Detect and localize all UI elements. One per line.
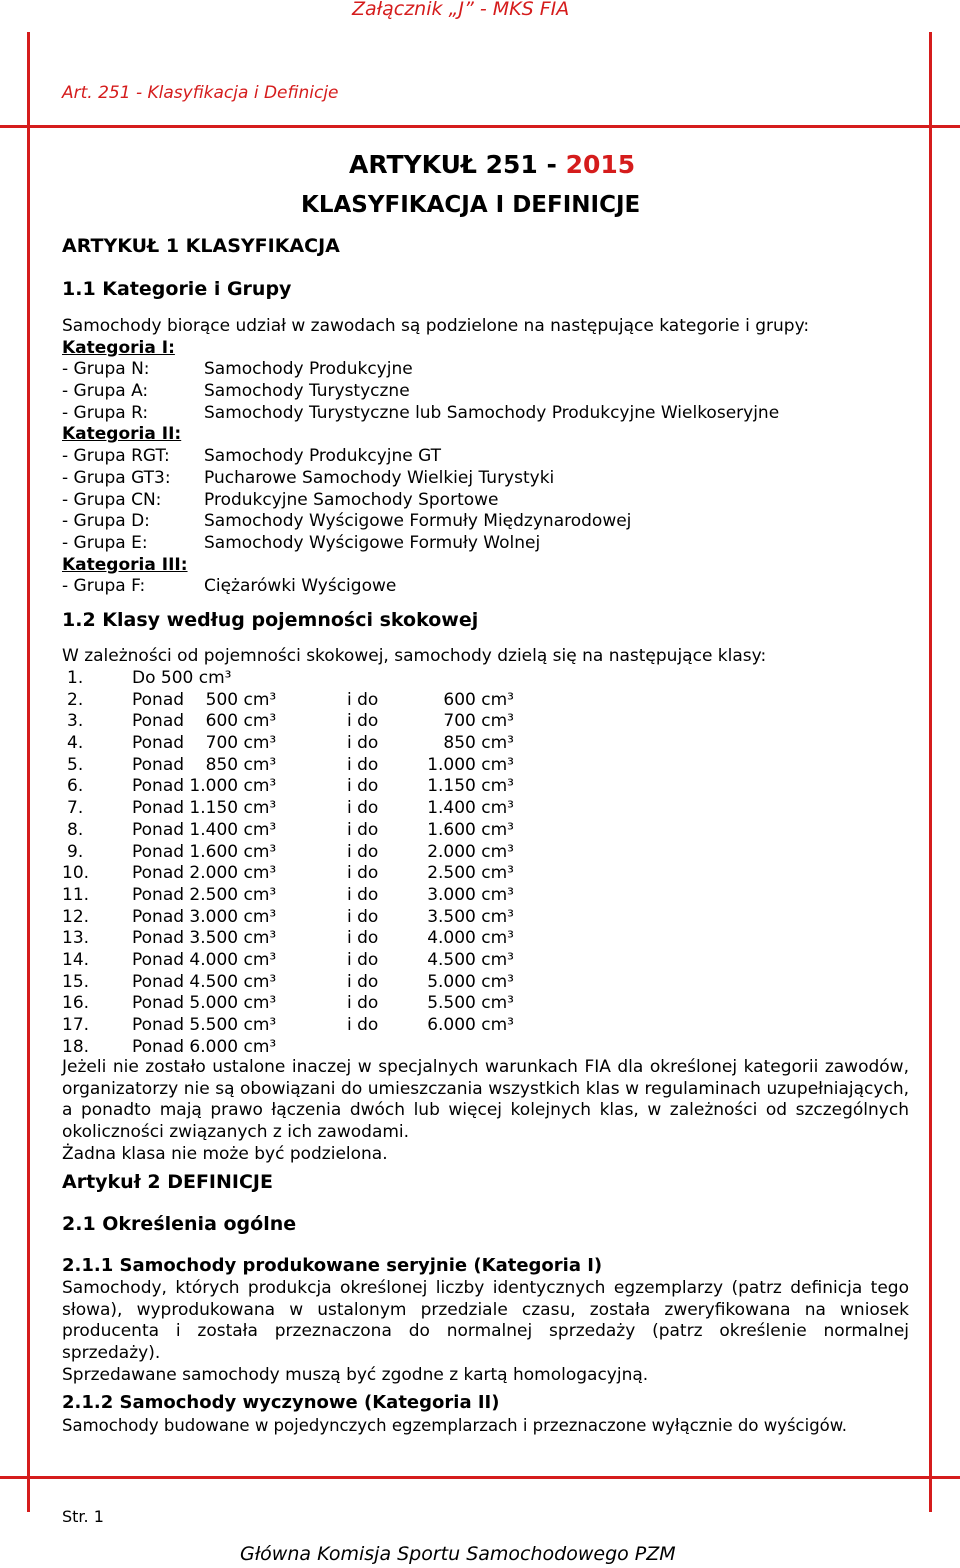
group-description: Samochody Wyścigowe Formuły Międzynarodowej: [204, 511, 632, 532]
class-row: [62, 993, 562, 1015]
class-connector: i do: [347, 689, 379, 710]
class-row: [62, 776, 562, 798]
article-reference: Art. 251 - Klasyfikacja i Definicje: [62, 83, 339, 103]
class-row: [62, 1037, 562, 1059]
class-from: Ponad 850 cm³: [132, 754, 277, 775]
class-row: [62, 907, 562, 929]
class-number: 13.: [62, 928, 90, 949]
classes-intro: W zależności od pojemności skokowej, samochody dzielą się na następujące klasy:: [62, 646, 767, 666]
group-code: - Grupa F:: [62, 576, 146, 597]
class-row: [62, 690, 562, 712]
group-description: Samochody Produkcyjne: [204, 359, 413, 380]
class-number: 12.: [62, 906, 90, 927]
group-code: - Grupa CN:: [62, 489, 162, 510]
class-row: [62, 928, 562, 950]
group-row: [62, 446, 922, 468]
class-to: 3.000 cm³: [427, 884, 514, 905]
class-connector: i do: [347, 971, 379, 992]
class-number: 8.: [67, 819, 84, 840]
categories-block: [62, 316, 922, 598]
class-row: [62, 1015, 562, 1037]
page-number: Str. 1: [62, 1507, 104, 1526]
category-1-label: Kategoria I:: [62, 337, 175, 358]
class-to: 4.000 cm³: [427, 928, 514, 949]
class-number: 17.: [62, 1015, 90, 1035]
group-row: [62, 403, 922, 425]
class-number: 15.: [62, 971, 90, 992]
class-number: 11.: [62, 884, 90, 905]
class-row: [62, 950, 562, 972]
class-to: 1.000 cm³: [427, 754, 514, 775]
class-from: Ponad 700 cm³: [132, 733, 277, 754]
class-connector: i do: [347, 928, 379, 949]
class-from: Ponad 1.600 cm³: [132, 841, 277, 862]
section-2-1-1-text: Samochody, których produkcja określonej liczby identycznych egzemplarzy (patrz definicja tego słowa), wyprodukowana w ustalonym przedziale czasu, została zweryfikowana na wniosek producenta i została przeznaczona do normalnej sprzedaży (patrz określenie normalnej sprzedaży).: [62, 1278, 909, 1364]
group-description: Samochody Wyścigowe Formuły Wolnej: [204, 532, 541, 553]
group-row: [62, 511, 922, 533]
class-row: [62, 668, 562, 690]
footer-organization: Główna Komisja Sportu Samochodowego PZM: [240, 1543, 676, 1565]
class-connector: i do: [347, 884, 379, 905]
class-number: 1.: [67, 668, 84, 688]
class-from: Ponad 1.400 cm³: [132, 819, 277, 840]
class-number: 7.: [67, 798, 84, 819]
class-connector: i do: [347, 819, 379, 840]
category-1-groups: [62, 359, 922, 424]
group-code: - Grupa A:: [62, 381, 149, 402]
class-to: 600 cm³: [443, 689, 514, 710]
group-row: [62, 533, 922, 555]
group-code: - Grupa D:: [62, 511, 150, 532]
category-2-groups: [62, 446, 922, 554]
class-from: Ponad 600 cm³: [132, 711, 277, 732]
class-from: Ponad 3.500 cm³: [132, 928, 277, 949]
class-number: 16.: [62, 993, 90, 1014]
class-connector: i do: [347, 1015, 379, 1035]
class-number: 5.: [67, 754, 84, 775]
group-row: [62, 381, 922, 403]
class-to: 1.150 cm³: [427, 776, 514, 797]
class-to: 5.000 cm³: [427, 971, 514, 992]
class-connector: i do: [347, 906, 379, 927]
class-to: 3.500 cm³: [427, 906, 514, 927]
group-description: Ciężarówki Wyścigowe: [204, 576, 397, 597]
section-2-1-1-heading: 2.1.1 Samochody produkowane seryjnie (Kategoria I): [62, 1255, 603, 1276]
category-3-groups: [62, 576, 922, 598]
class-from: Ponad 1.150 cm³: [132, 798, 277, 819]
group-code: - Grupa GT3:: [62, 467, 171, 488]
class-row: [62, 842, 562, 864]
classes-list: [62, 668, 562, 1058]
section-2-1-2-text: Samochody budowane w pojedynczych egzemplarzach i przeznaczone wyłącznie do wyścigów.: [62, 1416, 847, 1435]
class-from: Ponad 6.000 cm³: [132, 1036, 277, 1057]
class-number: 2.: [67, 689, 84, 710]
class-from: Ponad 2.000 cm³: [132, 863, 277, 884]
class-from: Ponad 5.500 cm³: [132, 1015, 277, 1035]
class-connector: i do: [347, 841, 379, 862]
class-number: 18.: [62, 1036, 90, 1057]
group-code: - Grupa N:: [62, 359, 150, 380]
class-from: Ponad 5.000 cm³: [132, 993, 277, 1014]
categories-intro: Samochody biorące udział w zawodach są podzielone na następujące kategorie i grupy:: [62, 316, 810, 336]
class-row: [62, 733, 562, 755]
left-vertical-rule: [27, 32, 30, 1512]
class-from: Ponad 4.000 cm³: [132, 949, 277, 970]
appendix-header: Załącznik „J” - MKS FIA: [352, 0, 570, 20]
class-number: 10.: [62, 863, 90, 884]
group-code: - Grupa E:: [62, 532, 148, 553]
title-year: 2015: [565, 150, 636, 179]
class-to: 6.000 cm³: [427, 1015, 514, 1035]
section-1-2-heading: 1.2 Klasy według pojemności skokowej: [62, 609, 479, 631]
class-row: [62, 885, 562, 907]
class-row: [62, 798, 562, 820]
title-prefix: ARTYKUŁ 251 -: [349, 150, 566, 179]
class-connector: i do: [347, 711, 379, 732]
section-1-1-heading: 1.1 Kategorie i Grupy: [62, 278, 292, 300]
section-2-1-1-text-2: Sprzedawane samochody muszą być zgodne z kartą homologacyjną.: [62, 1365, 649, 1385]
section-2-1-2-heading: 2.1.2 Samochody wyczynowe (Kategoria II): [62, 1392, 500, 1413]
class-to: 4.500 cm³: [427, 949, 514, 970]
right-vertical-rule: [929, 32, 932, 1512]
class-to: 5.500 cm³: [427, 993, 514, 1014]
class-connector: i do: [347, 949, 379, 970]
group-description: Samochody Turystyczne lub Samochody Produkcyjne Wielkoseryjne: [204, 402, 780, 423]
class-number: 9.: [67, 841, 84, 862]
bottom-horizontal-rule: [0, 1476, 960, 1479]
section-2-1-heading: 2.1 Określenia ogólne: [62, 1213, 297, 1235]
article1-heading: ARTYKUŁ 1 KLASYFIKACJA: [62, 235, 340, 257]
classes-note: Jeżeli nie zostało ustalone inaczej w specjalnych warunkach FIA dla określonej kategorii zawodów, organizatorzy nie są obowiązani do umieszczania wszystkich klas w regulaminach uzupełniających, a ponadto mają prawo łączenia dwóch lub więcej kolejnych klas, w zależności od szczególnych okoliczności związanych z ich zawodami.: [62, 1057, 909, 1143]
group-description: Samochody Turystyczne: [204, 381, 410, 402]
class-connector: i do: [347, 798, 379, 819]
class-connector: i do: [347, 776, 379, 797]
class-row: [62, 972, 562, 994]
class-from: Ponad 3.000 cm³: [132, 906, 277, 927]
class-row: [62, 755, 562, 777]
class-from: Ponad 4.500 cm³: [132, 971, 277, 992]
top-horizontal-rule: [0, 125, 960, 128]
classes-note-2: Żadna klasa nie może być podzielona.: [62, 1144, 388, 1164]
document-title: [349, 150, 635, 180]
class-to: 1.400 cm³: [427, 798, 514, 819]
class-from: Ponad 2.500 cm³: [132, 884, 277, 905]
class-to: 1.600 cm³: [427, 819, 514, 840]
group-description: Produkcyjne Samochody Sportowe: [204, 489, 499, 510]
class-from: Ponad 500 cm³: [132, 689, 277, 710]
group-code: - Grupa RGT:: [62, 446, 170, 467]
class-to: 850 cm³: [443, 733, 514, 754]
class-from: Do 500 cm³: [132, 668, 232, 688]
class-connector: i do: [347, 993, 379, 1014]
group-row: [62, 576, 922, 598]
group-row: [62, 490, 922, 512]
group-code: - Grupa R:: [62, 402, 149, 423]
class-number: 4.: [67, 733, 84, 754]
group-description: Pucharowe Samochody Wielkiej Turystyki: [204, 467, 555, 488]
class-to: 700 cm³: [443, 711, 514, 732]
article2-heading: Artykuł 2 DEFINICJE: [62, 1171, 273, 1193]
category-2-label: Kategoria II:: [62, 424, 182, 445]
class-row: [62, 711, 562, 733]
class-connector: i do: [347, 863, 379, 884]
class-from: Ponad 1.000 cm³: [132, 776, 277, 797]
class-number: 14.: [62, 949, 90, 970]
class-to: 2.500 cm³: [427, 863, 514, 884]
group-description: Samochody Produkcyjne GT: [204, 446, 442, 467]
group-row: [62, 359, 922, 381]
class-row: [62, 820, 562, 842]
class-number: 6.: [67, 776, 84, 797]
category-3-label: Kategoria III:: [62, 554, 188, 575]
class-connector: i do: [347, 733, 379, 754]
document-subtitle: KLASYFIKACJA I DEFINICJE: [301, 192, 641, 218]
class-number: 3.: [67, 711, 84, 732]
group-row: [62, 468, 922, 490]
class-to: 2.000 cm³: [427, 841, 514, 862]
class-connector: i do: [347, 754, 379, 775]
class-row: [62, 863, 562, 885]
